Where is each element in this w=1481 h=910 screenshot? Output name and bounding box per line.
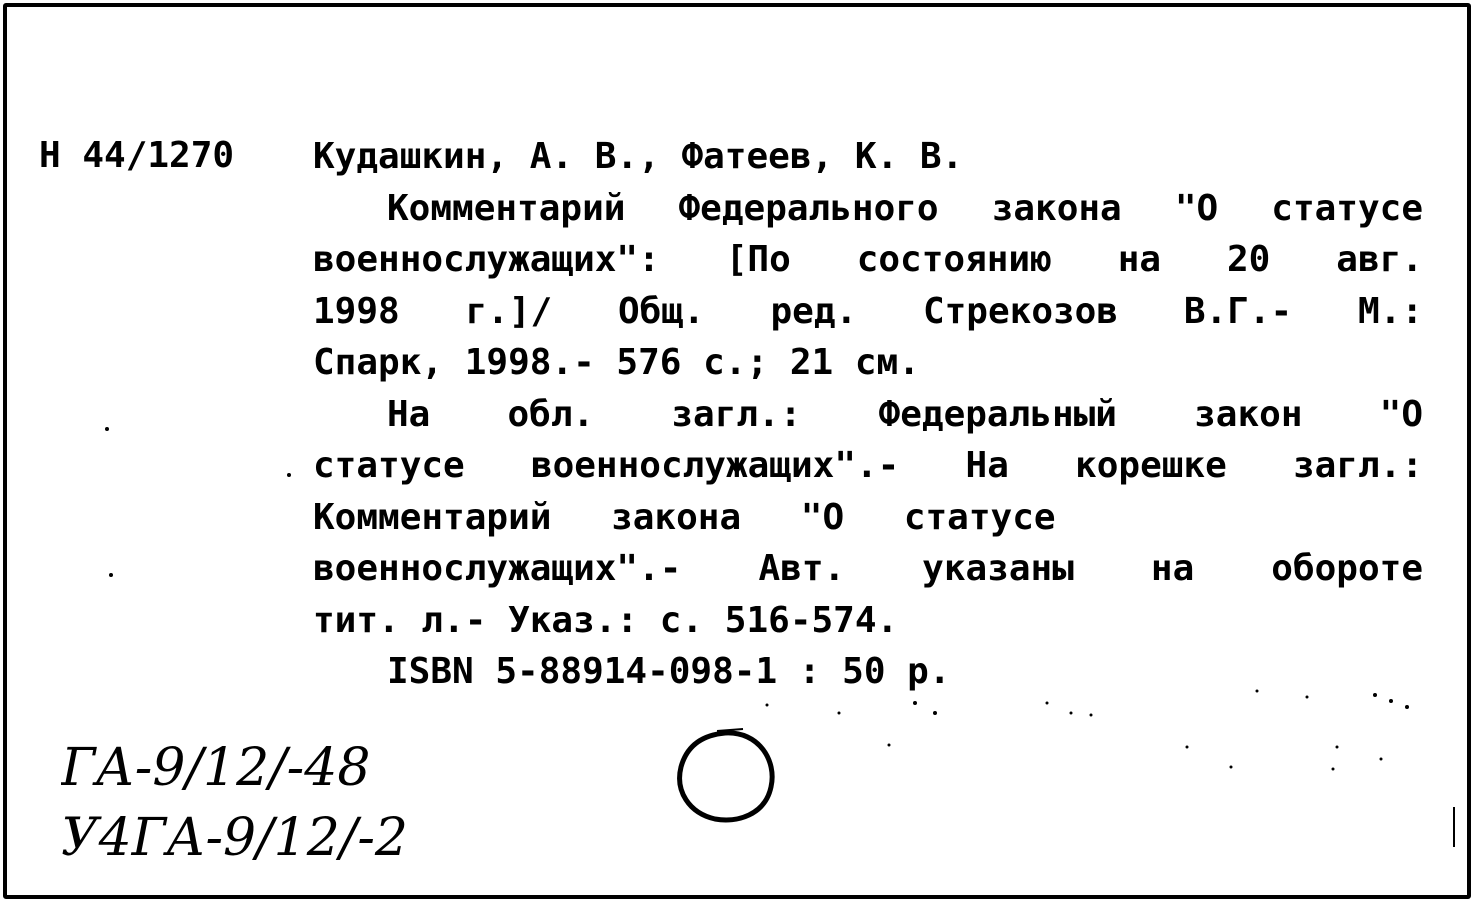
catalog-card — [3, 3, 1471, 899]
shelf-mark: Н 44/1270 — [39, 135, 235, 176]
title-line: Комментарий Федерального закона "О статусе — [387, 187, 1423, 229]
handwritten-note: ГА-9/12/-48 — [61, 738, 371, 798]
handwritten-notes — [61, 725, 561, 875]
note-line: На обл. загл.: Федеральный закон "О — [387, 393, 1423, 435]
imprint-line: 1998 г.]/ Общ. ред. Стрекозов В.Г.- М.: — [313, 290, 1423, 332]
note-line: Комментарий закона "О статусе — [313, 496, 1056, 538]
bibliographic-entry — [313, 131, 1423, 698]
note-line: статусе военнослужащих".- На корешке загл.: — [313, 445, 1423, 486]
isbn-line: ISBN 5-88914-098-1 : 50 р. — [387, 651, 951, 692]
author-line: Кудашкин, А. В., Фатеев, К. В. — [313, 136, 964, 177]
imprint-line: Спарк, 1998.- 576 с.; 21 см. — [313, 342, 920, 383]
note-line: военнослужащих".- Авт. указаны на обороте — [313, 548, 1423, 589]
circle-stamp-icon — [667, 723, 787, 833]
title-line: военнослужащих": [По состоянию на 20 авг. — [313, 239, 1423, 280]
note-line: тит. л.- Указ.: с. 516-574. — [313, 599, 899, 641]
handwritten-note: У4ГА-9/12/-2 — [61, 808, 408, 868]
